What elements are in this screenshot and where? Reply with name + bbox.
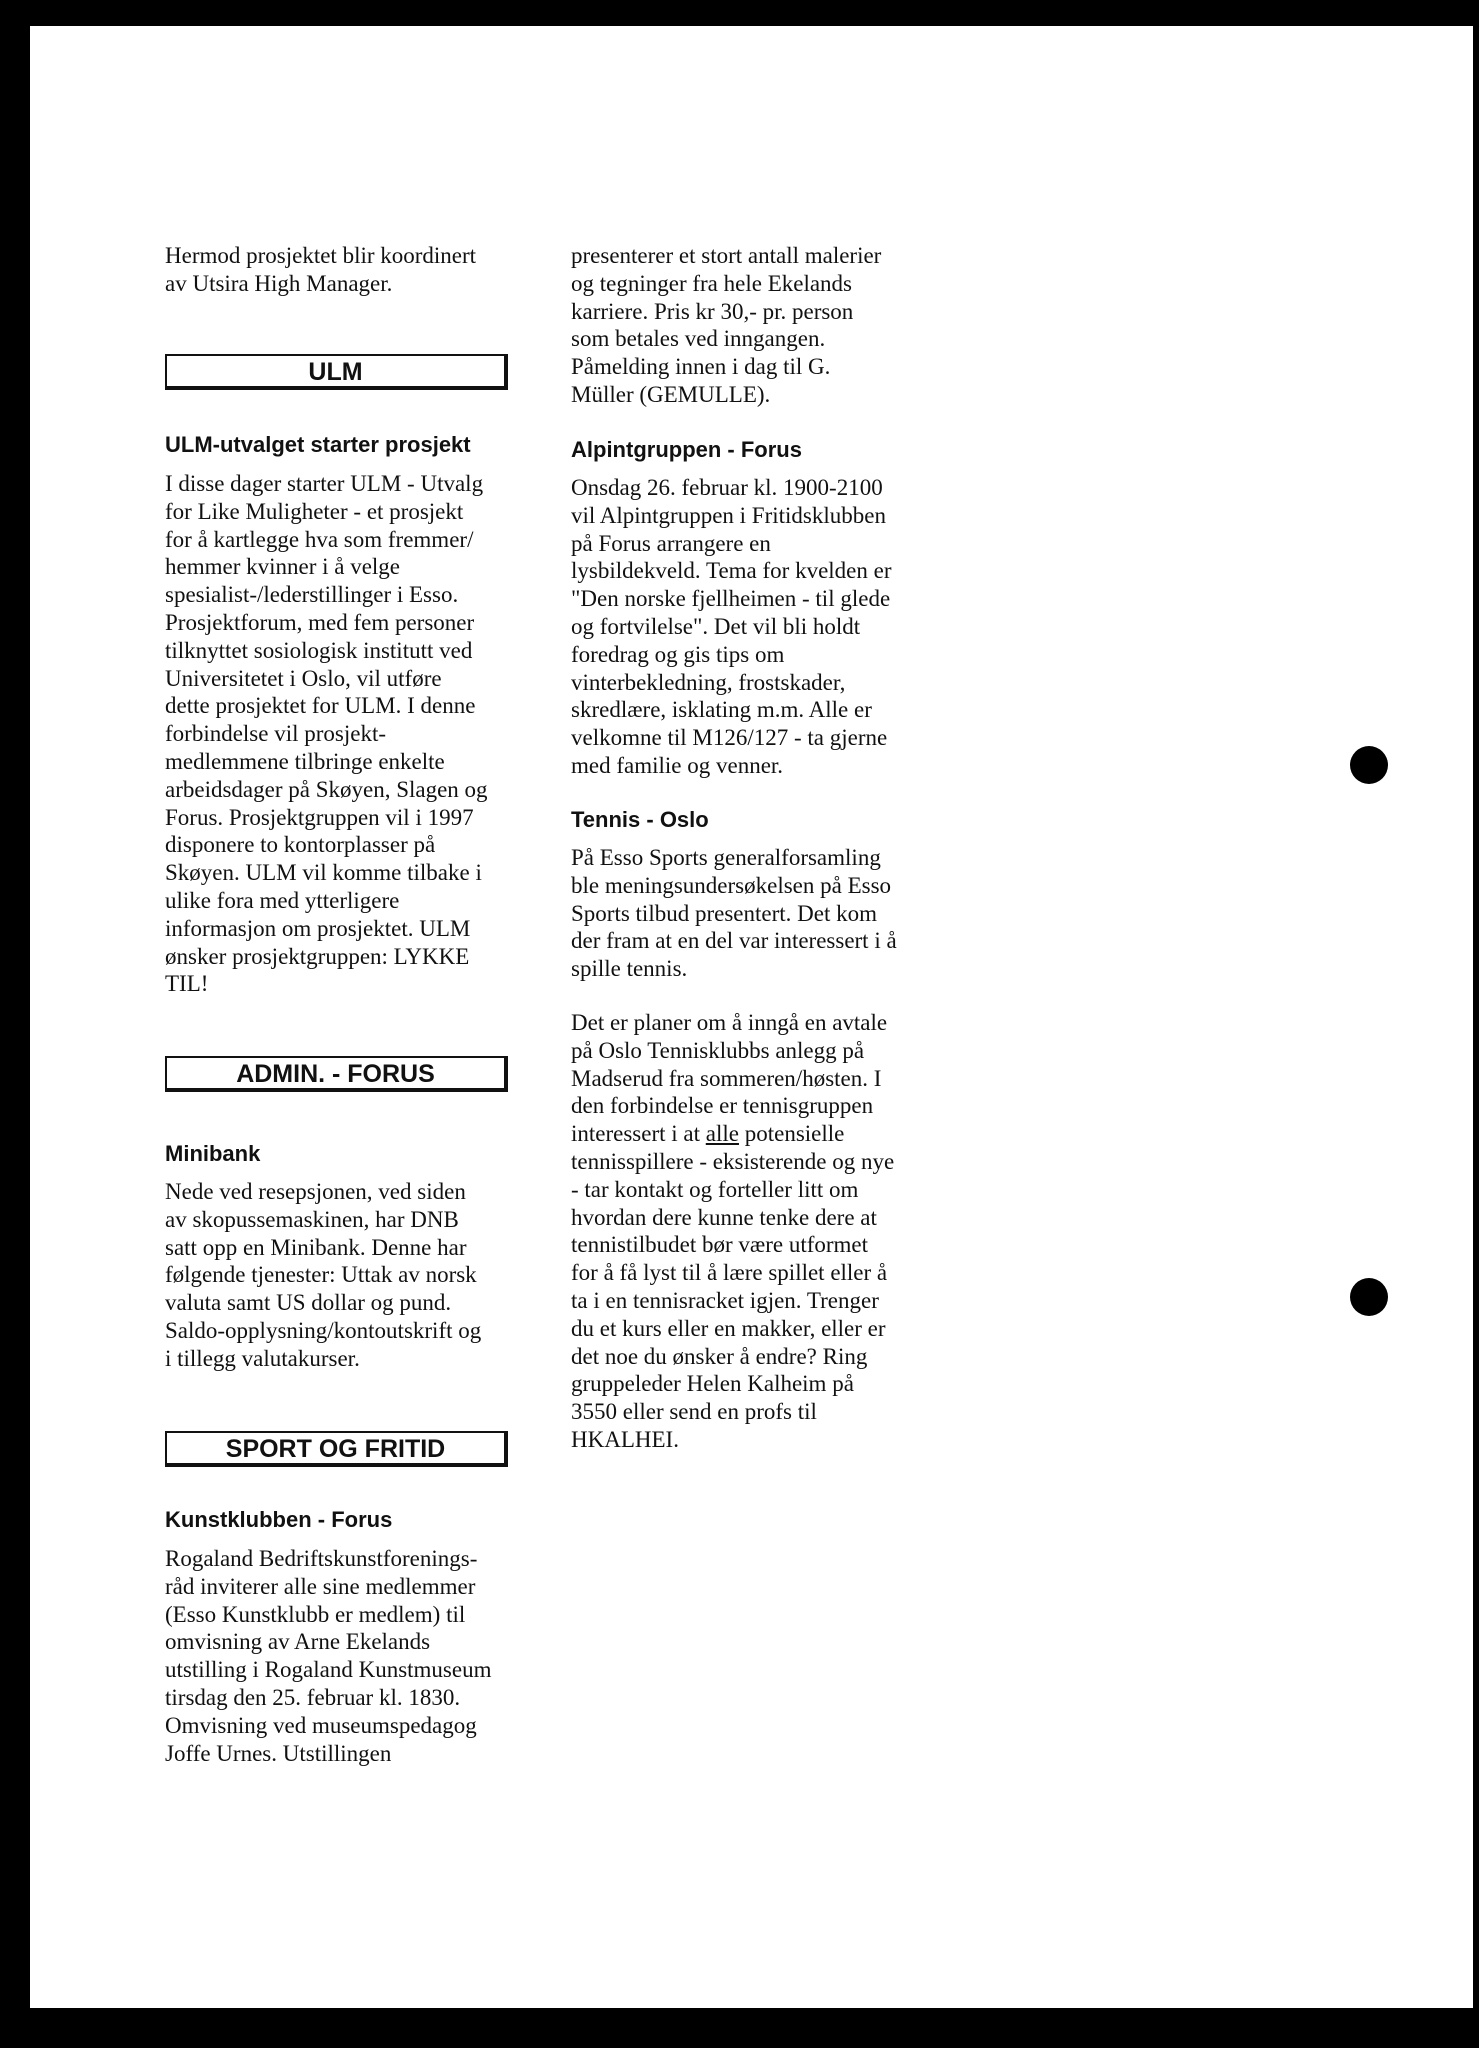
ulm-heading: ULM-utvalget starter prosjekt <box>165 432 471 457</box>
kunstklubben-continuation: presenterer et stort antall malerier og tegninger fra hele Ekelands karriere. Pris kr 30,- pr. person som betales ved inngangen. Påmelding innen i dag til G. Müller (GEMULLE). <box>571 243 882 407</box>
tennis-heading: Tennis - Oslo <box>571 807 709 832</box>
document-page <box>30 26 1473 2008</box>
punch-hole-top <box>1350 746 1388 784</box>
ulm-paragraph: I disse dager starter ULM - Utvalg for Like Muligheter - et prosjekt for å kartlegge hva som fremmer/ hemmer kvinner i å velge spesialist-/lederstillinger i Esso. Prosjektforum, med fem personer tilknyttet sosiologisk institutt ved Universitetet i Oslo, vil utføre dette prosjektet for ULM. I denne forbindelse vil prosjekt- medlemmene tilbringe enkelte arbeidsdager på Skøyen, Slagen og Forus. Prosjektgruppen vil i 1997 disponere to kontorplasser på Skøyen. ULM vil komme tilbake i ulike fora med ytterligere informasjon om prosjektet. ULM ønsker prosjektgruppen: LYKKE TIL! <box>165 471 488 997</box>
intro-paragraph: Hermod prosjektet blir koordinert av Utsira High Manager. <box>165 243 477 296</box>
minibank-paragraph: Nede ved resepsjonen, ved siden av skopussemaskinen, har DNB satt opp en Minibank. Denne har følgende tjenester: Uttak av norsk valuta samt US dollar og pund. Saldo-opplysning/kontoutskrift og i tillegg valutakurser. <box>165 1179 482 1371</box>
kunstklubben-paragraph: Rogaland Bedriftskunstforenings- råd inviterer alle sine medlemmer (Esso Kunstklubb er medlem) til omvisning av Arne Ekelands utstilling i Rogaland Kunstmuseum tirsdag den 25. februar kl. 1830. Omvisning ved museumspedagog Joffe Urnes. Utstillingen <box>165 1546 492 1766</box>
tennis-underlined-word: alle <box>705 1121 739 1147</box>
kunstklubben-heading: Kunstklubben - Forus <box>165 1507 393 1532</box>
tennis-paragraph-2 <box>571 1009 951 1454</box>
punch-hole-bottom <box>1350 1278 1388 1316</box>
section-box-admin: ADMIN. - FORUS <box>165 1056 508 1092</box>
tennis-paragraph-1: På Esso Sports generalforsamling ble meningsundersøkelsen på Esso Sports tilbud presentert. Det kom der fram at en del var interessert i å spille tennis. <box>571 845 897 982</box>
section-box-sport: SPORT OG FRITID <box>165 1431 508 1467</box>
tennis-text-a: Det er planer om å inngå en avtale på Oslo Tennisklubbs anlegg på Madserud fra sommeren/høsten. I den forbindelse er tennisgruppen interessert i at <box>571 1010 888 1147</box>
minibank-heading: Minibank <box>165 1141 261 1166</box>
alpint-heading: Alpintgruppen - Forus <box>571 437 802 462</box>
tennis-text-b: potensielle tennisspillere - eksisterende og nye - tar kontakt og forteller litt om hvordan dere kunne tenke dere at tennistilbudet bør være utformet for å få lyst til å lære spillet eller å ta i en tennisracket igjen. Trenger du et kurs eller en makker, eller er det noe du ønsker å endre? Ring gruppeleder Helen Kalheim på 3550 eller send en profs til HKALHEI. <box>571 1121 895 1452</box>
section-box-ulm: ULM <box>165 354 508 390</box>
alpint-paragraph: Onsdag 26. februar kl. 1900-2100 vil Alpintgruppen i Fritidsklubben på Forus arrangere en lysbildekveld. Tema for kvelden er "Den norske fjellheimen - til glede og fortvilelse". Det vil bli holdt foredrag og gis tips om vinterbekledning, frostskader, skredlære, isklating m.m. Alle er velkomne til M126/127 - ta gjerne med familie og venner. <box>571 475 892 778</box>
